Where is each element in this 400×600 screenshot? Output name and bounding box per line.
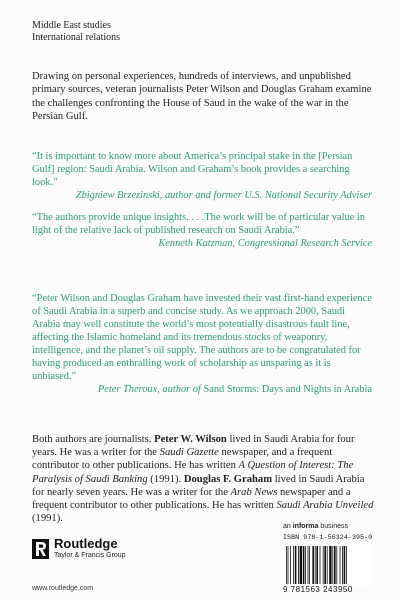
category-middle-east: Middle East studies — [32, 20, 111, 31]
routledge-logo-icon — [32, 539, 49, 559]
publisher-name: Routledge — [54, 536, 118, 551]
attribution-book-title: Sand Storms: Days and Nights in Arabia — [203, 384, 372, 395]
category-international-relations: International relations — [32, 32, 121, 43]
bio-text: (1991). — [32, 513, 63, 525]
bio-text: lived in Saudi Arabia for four years. He was a writer for the — [32, 434, 355, 459]
bio-text: lived in Saudi Arabia for nearly seven years. He was a writer for the — [32, 473, 365, 498]
bio-text: newspaper and a frequent contributor to other publications. He has written — [32, 486, 351, 512]
quote-text: “The authors provide unique insights. . . .The work will be of particular value in light of the relative lack of published research on Saudi Arabia.” — [32, 212, 365, 236]
bio-text: newspaper, and a frequent contributor to other publications. He has written — [32, 447, 333, 472]
isbn-label: ISBN 978-1-56324-395-0 — [283, 534, 373, 541]
quote-text: “It is important to know more about America’s principal stake in the [Persian Gulf] region: Saudi Arabia. Wilson and Graham’s book provides a searching look.” — [32, 151, 353, 188]
book-title: Saudi Arabia Unveiled — [276, 500, 374, 512]
tagline-brand: informa — [292, 523, 319, 530]
newspaper-title: Saudi Gazette — [159, 447, 219, 459]
publisher-website: www.routledge.com — [32, 585, 94, 592]
quote-attribution: Zbigniew Brzezinski, author and former U.S. National Security Adviser — [75, 190, 372, 201]
publisher-group: Taylor & Francis Group — [54, 552, 126, 559]
endorsement-brzezinski — [32, 150, 372, 202]
author-name-graham: Douglas F. Graham — [183, 473, 273, 485]
book-description: Drawing on personal experiences, hundreds of interviews, and unpublished primary sources, veteran journalists Peter Wilson and Douglas Graham examine the challenges confronting the House of Saud in the wake of the war in the Persian Gulf. — [32, 71, 372, 123]
informa-tagline — [283, 523, 348, 530]
endorsement-katzman — [32, 211, 372, 250]
tagline-text: an — [283, 523, 293, 530]
endorsement-theroux — [32, 292, 372, 396]
bio-text: (1991). — [147, 473, 184, 485]
barcode — [283, 544, 371, 586]
barcode-icon — [283, 544, 371, 586]
author-bios — [32, 433, 376, 525]
tagline-text: business — [318, 523, 348, 530]
attribution-prefix: Peter Theroux, author of — [97, 384, 201, 395]
quote-text: “Peter Wilson and Douglas Graham have invested their vast first-hand experience of Saudi Arabia in a superb and concise study. As we approach 2000, Saudi Arabia may well constitute the world’s most potentially disastrous fault line, affecting the Islamic homeland and its tremendous stocks of weaponry, intelligence, and the planet’s oil supply. The authors are to be congratulated for having produced an enthralling work of scholarship as unsparing as it is unbiased.” — [32, 293, 372, 382]
newspaper-title: Arab News — [230, 486, 278, 498]
quote-attribution: Kenneth Katzman, Congressional Research Service — [158, 238, 372, 249]
quote-attribution — [32, 383, 372, 396]
publisher-logo — [32, 537, 126, 560]
subject-categories — [32, 20, 120, 44]
barcode-digits: 9 781563 243950 — [283, 585, 353, 594]
bio-text: Both authors are journalists. — [32, 434, 155, 445]
book-title: A Question of Interest: The Paralysis of Saudi Banking — [32, 460, 354, 485]
author-name-wilson: Peter W. Wilson — [154, 434, 227, 445]
